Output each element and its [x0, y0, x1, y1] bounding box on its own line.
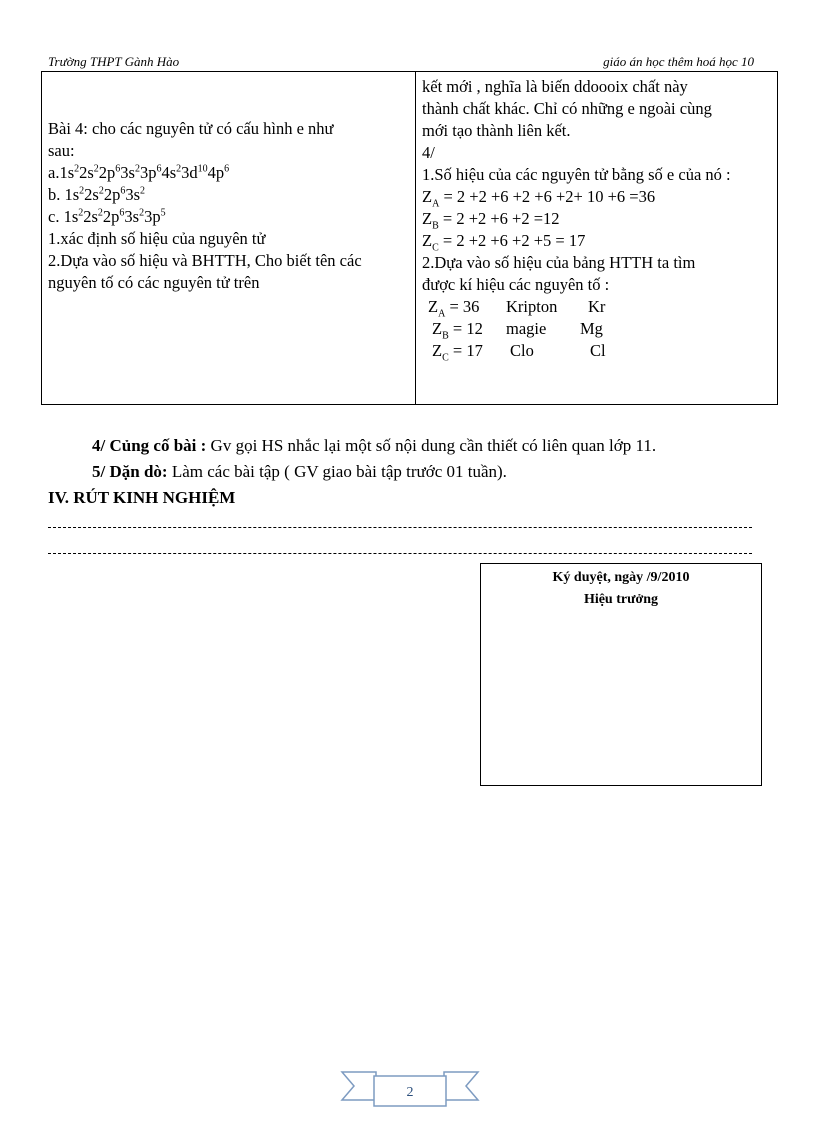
config-a: [48, 162, 409, 184]
orbital: 4s: [161, 163, 177, 182]
config-prefix: a.: [48, 163, 60, 182]
question-1: 1.xác định số hiệu của nguyên tử: [48, 229, 266, 248]
electron-count: 6: [115, 163, 121, 175]
config-prefix: c.: [48, 207, 64, 226]
answer-heading: 4/: [422, 143, 435, 162]
orbital: 3s: [120, 163, 135, 182]
orbital: 3s: [124, 207, 140, 226]
electron-count: 2: [98, 185, 104, 197]
orbital: 2p: [103, 185, 121, 204]
electron-count: 6: [120, 185, 126, 197]
electron-count: 6: [119, 207, 125, 219]
electron-count: 2: [93, 163, 99, 175]
electron-count: 2: [74, 163, 80, 175]
orbital: 1s: [59, 163, 75, 182]
question-2: 2.Dựa vào số hiệu và BHTTH, Cho biết tên các: [48, 251, 362, 270]
z-b-line: $Z_B = 2 +2 +6 +2 =12$: [422, 209, 560, 232]
question-2-cont: nguyên tố có các nguyên tử trên: [48, 273, 260, 292]
orbital: 3p: [139, 163, 157, 182]
z-c-line: $Z_C = 2 +2 +6 +2 +5 = 17$: [422, 231, 586, 254]
electron-count: 2: [134, 163, 140, 175]
electron-count: 2: [139, 207, 145, 219]
electron-count: 10: [197, 163, 208, 175]
exercise-cell: [42, 72, 416, 405]
config-b: [48, 184, 409, 206]
header-school: Trường THPT Gành Hào: [48, 54, 180, 69]
orbital: 2s: [83, 207, 98, 226]
section-heading: IV. RÚT KINH NGHIỆM: [48, 488, 236, 507]
ribbon-icon: [340, 1066, 480, 1110]
approval-box: [480, 563, 762, 786]
continued-text-3: mới tạo thành liên kết.: [422, 121, 571, 140]
dashed-divider: [48, 553, 752, 554]
orbital: 1s: [63, 207, 79, 226]
answer-1: 1.Số hiệu của các nguyên tử bằng số e của nó :: [422, 165, 731, 184]
orbital: 1s: [64, 185, 80, 204]
dashed-divider: [48, 527, 752, 528]
header-subject: giáo án học thêm hoá học 10: [603, 54, 754, 69]
config-prefix: b.: [48, 185, 65, 204]
consolidation-line: 4/ Củng cố bài : Gv gọi HS nhắc lại một số nội dung cần thiết có liên quan lớp 11.: [92, 436, 657, 455]
orbital: 3s: [125, 185, 141, 204]
config-c: [48, 206, 409, 228]
orbital: 3p: [144, 207, 161, 226]
answer-2-cont: được kí hiệu các nguyên tố :: [422, 275, 610, 294]
electron-count: 2: [97, 207, 103, 219]
orbital: 2p: [102, 207, 120, 226]
electron-count: 6: [156, 163, 162, 175]
element-row: $Z_B = 12$ magie Mg: [432, 319, 603, 342]
electron-count: 2: [79, 185, 85, 197]
answer-2: 2.Dựa vào số hiệu của bảng HTTH ta tìm: [422, 253, 696, 272]
electron-count: 2: [176, 163, 182, 175]
continued-text-2: thành chất khác. Chỉ có những e ngoài cùng: [422, 99, 712, 118]
page-number: 2: [406, 1085, 414, 1100]
z-a-line: $Z_A = 2 +2 +6 +2 +6 +2+ 10 +6 =36$: [422, 187, 656, 210]
orbital: 3d: [181, 163, 198, 182]
electron-count: 6: [224, 163, 230, 175]
orbital: 2p: [98, 163, 116, 182]
approval-title: Hiệu trưởng: [583, 592, 659, 607]
exercise-intro-cont: sau:: [48, 141, 75, 160]
element-row: $Z_C = 17$ Clo Cl: [432, 341, 606, 364]
page-number-ribbon: [340, 1066, 480, 1110]
orbital: 2s: [84, 185, 99, 204]
electron-count: 2: [78, 207, 84, 219]
continued-text-1: kết mới , nghĩa là biến ddoooix chất này: [422, 77, 688, 96]
exercise-intro: Bài 4: cho các nguyên tử có cấu hình e như: [48, 119, 334, 138]
approval-date: Ký duyệt, ngày /9/2010: [552, 570, 690, 585]
electron-count: 2: [140, 185, 146, 197]
element-row: $Z_A = 36$ Kripton Kr: [428, 297, 606, 320]
orbital: 2s: [79, 163, 94, 182]
lesson-table: [41, 71, 778, 405]
electron-count: 5: [160, 207, 166, 219]
answer-cell: [416, 72, 778, 405]
orbital: 4p: [207, 163, 225, 182]
homework-line: 5/ Dặn dò: Làm các bài tập ( GV giao bài tập trước 01 tuần).: [92, 462, 507, 481]
